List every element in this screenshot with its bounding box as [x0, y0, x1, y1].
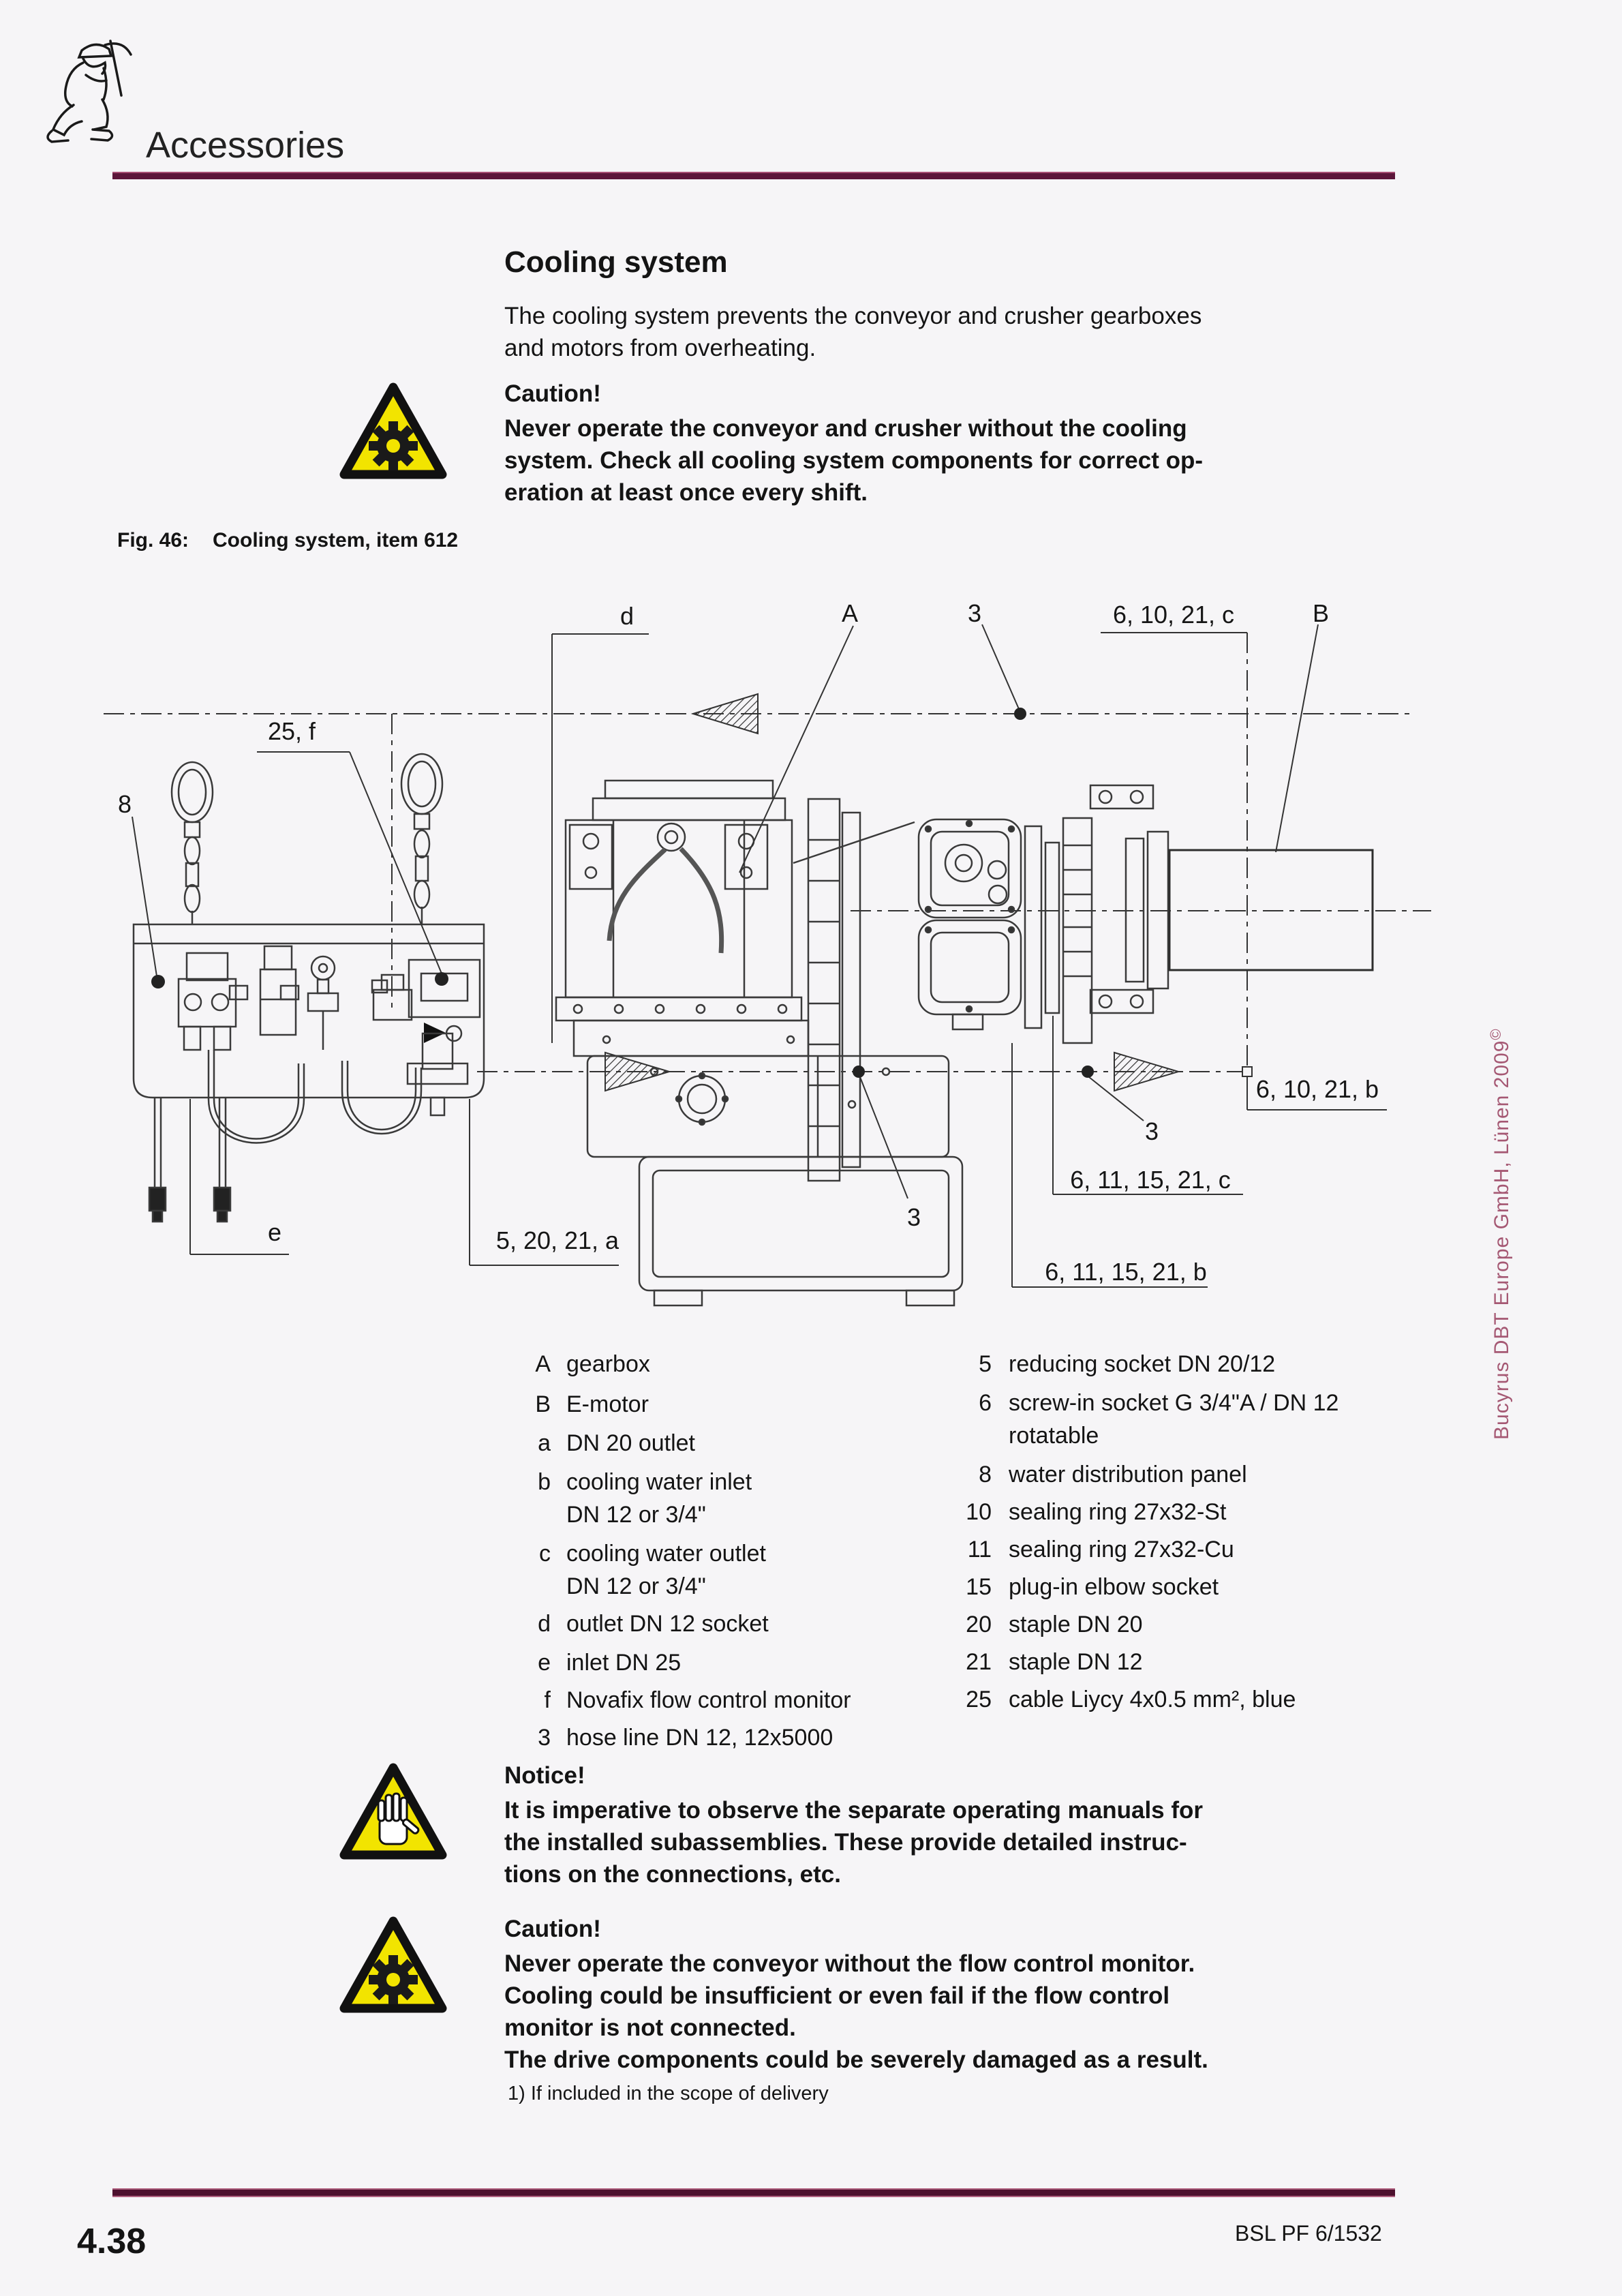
legend-text: plug-in elbow socket: [1009, 1574, 1219, 1600]
copyright-sidebar: [1487, 1017, 1514, 1440]
lifting-chain-left: [172, 762, 213, 924]
label-3-right: 3: [1144, 1117, 1159, 1145]
legend-text: cooling water outlet: [566, 1541, 766, 1567]
label-A: A: [841, 599, 859, 627]
miner-icon: [42, 30, 151, 156]
cooling-system-diagram: [0, 566, 1622, 1343]
legend-text: reducing socket DN 20/12: [1009, 1351, 1276, 1377]
label-d: d: [619, 602, 634, 630]
intro-line2: and motors from overheating.: [504, 335, 816, 361]
lifting-chain-right: [401, 754, 442, 924]
legend-key: 20: [966, 1612, 992, 1637]
label-3-top: 3: [967, 599, 982, 627]
page-number: 4.38: [77, 2222, 147, 2261]
legend-text: water distribution panel: [1009, 1462, 1247, 1487]
legend-key: A: [535, 1351, 551, 1377]
legend-key: a: [538, 1430, 551, 1456]
legend-text: sealing ring 27x32-Cu: [1009, 1537, 1234, 1562]
legend-text: outlet DN 12 socket: [566, 1611, 769, 1637]
legend-text: Novafix flow control monitor: [566, 1687, 851, 1713]
copyright-text: Bucyrus DBT Europe GmbH, Lünen 2009: [1490, 1040, 1513, 1440]
label-6-11-15-21-c: 6, 11, 15, 21, c: [1070, 1166, 1231, 1194]
caution1-line3: eration at least once every shift.: [504, 479, 868, 506]
legend-text: screw-in socket G 3/4"A / DN 12: [1009, 1390, 1339, 1416]
legend-text: cable Liycy 4x0.5 mm², blue: [1009, 1687, 1296, 1712]
label-8: 8: [117, 790, 132, 818]
label-3-left: 3: [906, 1203, 921, 1231]
legend-text: staple DN 12: [1009, 1649, 1143, 1675]
notice-line3: tions on the connections, etc.: [504, 1861, 841, 1888]
legend-text-line2: DN 12 or 3/4": [566, 1573, 706, 1599]
legend-key: 6: [979, 1390, 992, 1416]
caution2-heading: Caution!: [504, 1916, 601, 1942]
warning-gear-icon: [339, 1914, 448, 2015]
legend-key: 8: [979, 1462, 992, 1487]
legend-key: d: [538, 1611, 551, 1637]
label-B: B: [1312, 599, 1330, 627]
footnote: 1) If included in the scope of delivery: [508, 2083, 829, 2104]
section-title: Accessories: [146, 125, 345, 166]
legend-key: 5: [979, 1351, 992, 1377]
caution1-line1: Never operate the conveyor and crusher without the cooling: [504, 415, 1187, 442]
label-e: e: [267, 1218, 282, 1246]
legend-text-line2: DN 12 or 3/4": [566, 1502, 706, 1528]
legend-key: b: [538, 1469, 551, 1495]
footer-rule: [112, 2188, 1395, 2197]
legend-text: inlet DN 25: [566, 1650, 682, 1676]
label-6-11-15-21-b: 6, 11, 15, 21, b: [1045, 1258, 1207, 1286]
legend-text: DN 20 outlet: [566, 1430, 695, 1456]
notice-line1: It is imperative to observe the separate operating manuals for: [504, 1797, 1204, 1824]
coupling-stack: [1025, 785, 1168, 1043]
legend-key: B: [535, 1391, 551, 1417]
figure-caption-text: Cooling system, item 612: [213, 529, 459, 552]
label-6-10-21-c: 6, 10, 21, c: [1112, 601, 1235, 629]
page-title: Cooling system: [504, 245, 728, 279]
legend-text: gearbox: [566, 1351, 650, 1377]
intro-line1: The cooling system prevents the conveyor and crusher gearboxes: [504, 303, 1202, 329]
legend-text: staple DN 20: [1009, 1612, 1143, 1637]
notice-line2: the installed subassemblies. These provide detailed instruc-: [504, 1829, 1187, 1856]
legend-key: 21: [966, 1649, 992, 1675]
caution2-line3: monitor is not connected.: [504, 2014, 796, 2041]
warning-gear-icon: [339, 380, 448, 481]
legend-text: cooling water inlet: [566, 1469, 752, 1495]
label-6-10-21-b: 6, 10, 21, b: [1255, 1075, 1379, 1103]
crusher-frames: [919, 819, 1021, 1029]
legend-key: 10: [966, 1499, 992, 1525]
warning-hand-icon: [339, 1761, 448, 1862]
legend-key: c: [539, 1541, 551, 1567]
legend-key: 3: [538, 1725, 551, 1751]
caution2-line2: Cooling could be insufficient or even fail if the flow control: [504, 1982, 1170, 2009]
legend-key: 25: [966, 1687, 992, 1712]
legend-text-line2: rotatable: [1009, 1423, 1099, 1449]
copyright-mark: ©: [1487, 1028, 1504, 1040]
legend-text: E-motor: [566, 1391, 649, 1417]
caution1-heading: Caution!: [504, 380, 601, 407]
caution2-line4: The drive components could be severely damaged as a result.: [504, 2046, 1208, 2073]
legend-text: sealing ring 27x32-St: [1009, 1499, 1227, 1525]
flow-direction-arrows: [605, 694, 1252, 1091]
header-rule: [112, 172, 1395, 179]
notice-heading: Notice!: [504, 1762, 585, 1789]
legend-text: hose line DN 12, 12x5000: [566, 1725, 833, 1751]
label-25-f: 25, f: [267, 717, 316, 745]
document-reference: BSL PF 6/1532: [1235, 2221, 1382, 2246]
water-distribution-panel: [134, 924, 484, 1222]
legend-key: f: [544, 1687, 551, 1713]
label-5-20-21-a: 5, 20, 21, a: [495, 1226, 619, 1254]
legend-key: 15: [966, 1574, 992, 1600]
figure-caption-label: Fig. 46:: [117, 529, 189, 552]
legend-key: 11: [967, 1537, 992, 1562]
legend-key: e: [538, 1650, 551, 1676]
caution1-line2: system. Check all cooling system components for correct op-: [504, 447, 1203, 474]
caution2-line1: Never operate the conveyor without the flow control monitor.: [504, 1950, 1195, 1977]
